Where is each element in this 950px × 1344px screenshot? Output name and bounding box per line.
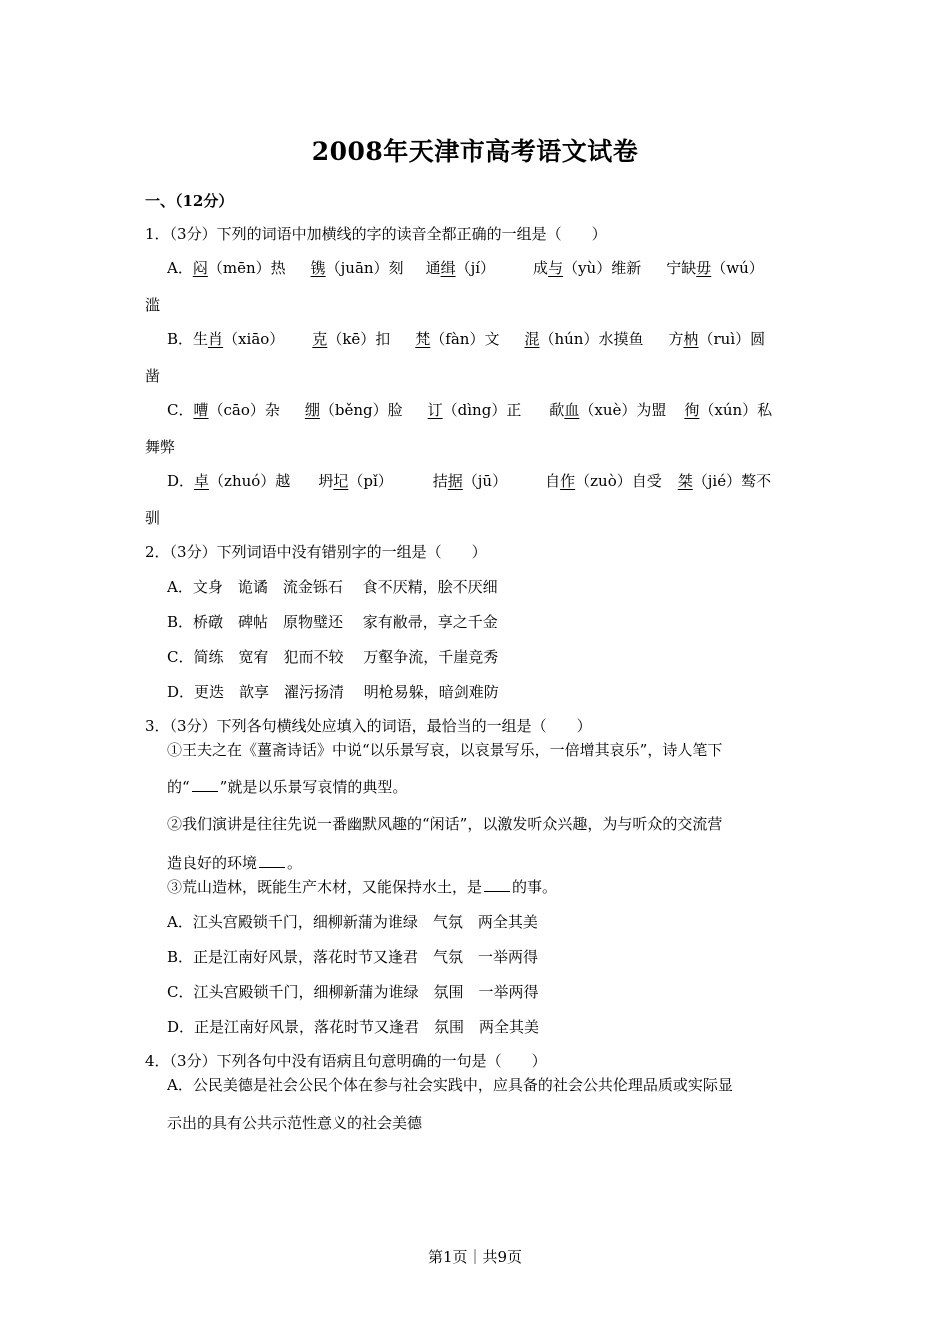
- question-2-stem: 2．（3分）下列词语中没有错别字的一组是（ ）: [145, 543, 487, 561]
- option-word: [426, 259, 495, 277]
- sentence-2-post: 。: [287, 854, 303, 872]
- fill-blank-1: [192, 777, 218, 792]
- word-reading: （hún）水摸鱼: [539, 330, 644, 348]
- option-line-2: 驯: [145, 509, 161, 527]
- word-reading: （yù）维新: [563, 259, 642, 277]
- option-word: [311, 259, 404, 277]
- option-word: [433, 472, 507, 490]
- underlined-char: 与: [548, 259, 564, 277]
- question-3-sentence-3: [145, 875, 810, 899]
- question-3-stem: 3．（3分）下列各句横线处应填入的词语，最恰当的一组是（ ）: [145, 717, 592, 735]
- question-1-option-a: [145, 256, 810, 317]
- question-3-option-c: C．江头宫殿锁千门，细柳新蒲为谁绿 氛围 一举两得: [167, 983, 539, 1001]
- option-word: [549, 401, 666, 419]
- question-2-option-c: C．简练 宽宥 犯而不较 万壑争流，千崖竞秀: [167, 648, 499, 666]
- word-prefix: 歃: [549, 401, 565, 419]
- option-a-line-2: 示出的具有公共示范性意义的社会美德: [167, 1114, 423, 1132]
- option-a-line-1: A．公民美德是社会公民个体在参与社会实践中，应具备的社会公共伦理品质或实际显: [167, 1076, 733, 1094]
- word-reading: （fàn）文: [430, 330, 500, 348]
- question-3-sentence-1: [145, 738, 810, 799]
- underlined-char: 闷: [192, 259, 208, 277]
- question-3-sentence-2: [145, 812, 810, 875]
- option-word: [305, 401, 403, 419]
- question-2-option-d: D．更迭 歆享 濯污扬清 明枪易躲，暗剑难防: [167, 683, 499, 701]
- option-line-1: [145, 469, 810, 493]
- underlined-char: 徇: [684, 401, 700, 419]
- underlined-char: 圮: [333, 472, 349, 490]
- option-line-2: 滥: [145, 296, 161, 314]
- underlined-char: 据: [447, 472, 463, 490]
- sentence-1-post: ”就是以乐景写哀情的典型。: [219, 778, 408, 796]
- option-word: [312, 330, 390, 348]
- page-title: 2008年天津市高考语文试卷: [311, 137, 639, 166]
- word-reading: （juān）刻: [325, 259, 404, 277]
- word-prefix: 生: [193, 330, 209, 348]
- underlined-char: 订: [427, 401, 443, 419]
- option-word: [668, 330, 765, 348]
- word-reading: （běng）脸: [319, 401, 403, 419]
- question-3-option-b: B．正是江南好风景，落花时节又逢君 气氛 一举两得: [167, 948, 539, 966]
- word-reading: （mēn）热: [207, 259, 286, 277]
- word-reading: （zuò）自受: [575, 472, 662, 490]
- word-reading: （kē）扣: [327, 330, 391, 348]
- question-2: [145, 540, 810, 704]
- question-4: [145, 1049, 810, 1135]
- underlined-char: 缉: [440, 259, 456, 277]
- word-reading: （cāo）杂: [208, 401, 280, 419]
- option-line-1: [145, 327, 810, 351]
- question-2-option-b: B．桥礅 碑帖 原物璧还 家有敝帚，享之千金: [167, 613, 498, 631]
- question-1-option-b: [145, 327, 810, 388]
- word-reading: （xún）私: [699, 401, 773, 419]
- option-line-2: 舞弊: [145, 438, 176, 456]
- underlined-char: 作: [560, 472, 576, 490]
- word-reading: （dìng）正: [442, 401, 522, 419]
- underlined-char: 克: [312, 330, 328, 348]
- underlined-char: 枘: [683, 330, 699, 348]
- word-reading: （xuè）为盟: [579, 401, 667, 419]
- fill-blank-2: [259, 853, 285, 868]
- option-word: [666, 259, 764, 277]
- option-word: [524, 330, 643, 348]
- question-1-option-d: [145, 469, 810, 530]
- word-reading: （pǐ）: [348, 472, 393, 490]
- word-prefix: 坍: [318, 472, 334, 490]
- sentence-2-line-1: ②我们演讲是往往先说一番幽默风趣的“闲话”，以激发听众兴趣，为与听众的交流营: [167, 815, 723, 833]
- option-word: [194, 472, 290, 490]
- option-word: [678, 472, 771, 490]
- word-prefix: 自: [545, 472, 561, 490]
- word-reading: （jié）骜不: [692, 472, 772, 490]
- word-prefix: 方: [668, 330, 684, 348]
- question-1-options: [145, 256, 810, 530]
- option-word: [428, 401, 522, 419]
- underlined-char: 镌: [310, 259, 326, 277]
- option-label: D．: [167, 472, 195, 490]
- underlined-char: 肖: [208, 330, 224, 348]
- word-prefix: 拮: [432, 472, 448, 490]
- question-1-option-c: [145, 398, 810, 459]
- option-word: [193, 259, 286, 277]
- underlined-char: 血: [564, 401, 580, 419]
- option-label: A．: [167, 259, 193, 277]
- option-word: [533, 259, 641, 277]
- word-prefix: 宁缺: [666, 259, 697, 277]
- word-reading: （zhuó）越: [209, 472, 291, 490]
- underlined-char: 绷: [304, 401, 320, 419]
- option-word: [545, 472, 662, 490]
- sentence-1-pre: 的“: [167, 778, 190, 796]
- word-reading: （jū）: [462, 472, 508, 490]
- option-word: [684, 401, 772, 419]
- question-1-stem: 1．（3分）下列的词语中加横线的字的读音全都正确的一组是（ ）: [145, 225, 607, 243]
- word-reading: （jí）: [455, 259, 496, 277]
- question-4-option-a: [145, 1073, 810, 1135]
- word-reading: （xiāo）: [223, 330, 285, 348]
- exam-content: [145, 222, 810, 1145]
- page-footer: 第1页｜共9页: [427, 1248, 523, 1266]
- fill-blank-3: [484, 877, 510, 892]
- word-prefix: 通: [425, 259, 441, 277]
- option-word: [193, 401, 279, 419]
- underlined-char: 毋: [696, 259, 712, 277]
- option-label: B．: [167, 330, 194, 348]
- question-2-option-a: A．文身 诡谲 流金铄石 食不厌精，脍不厌细: [167, 578, 498, 596]
- word-reading: （ruì）圆: [698, 330, 766, 348]
- option-word: [415, 330, 499, 348]
- question-3: [145, 714, 810, 1039]
- question-1: [145, 222, 810, 530]
- option-word: [318, 472, 392, 490]
- section-header: 一、（12分）: [145, 192, 234, 210]
- option-line-1: [145, 398, 810, 422]
- sentence-1-line-2: [167, 775, 810, 799]
- word-prefix: 成: [533, 259, 549, 277]
- option-word: [193, 330, 284, 348]
- option-line-1: [145, 256, 810, 280]
- underlined-char: 桀: [677, 472, 693, 490]
- underlined-char: 混: [524, 330, 540, 348]
- underlined-char: 嘈: [193, 401, 209, 419]
- question-3-option-a: A．江头宫殿锁千门，细柳新蒲为谁绿 气氛 两全其美: [167, 913, 538, 931]
- underlined-char: 卓: [194, 472, 210, 490]
- question-3-option-d: D．正是江南好风景，落花时节又逢君 氛围 两全其美: [167, 1018, 540, 1036]
- sentence-2-line-2: [167, 851, 810, 875]
- sentence-3-pre: ③荒山造林，既能生产木材，又能保持水土，是: [167, 878, 483, 896]
- sentence-1-line-1: ①王夫之在《薑斋诗话》中说“以乐景写哀，以哀景写乐，一倍增其哀乐”，诗人笔下: [167, 741, 723, 759]
- underlined-char: 梵: [415, 330, 431, 348]
- sentence-2-pre: 造良好的环境: [167, 854, 258, 872]
- sentence-3-post: 的事。: [512, 878, 558, 896]
- option-label: C．: [167, 401, 194, 419]
- question-4-stem: 4．（3分）下列各句中没有语病且句意明确的一句是（ ）: [145, 1052, 547, 1070]
- option-line-2: 凿: [145, 367, 161, 385]
- word-reading: （wú）: [711, 259, 764, 277]
